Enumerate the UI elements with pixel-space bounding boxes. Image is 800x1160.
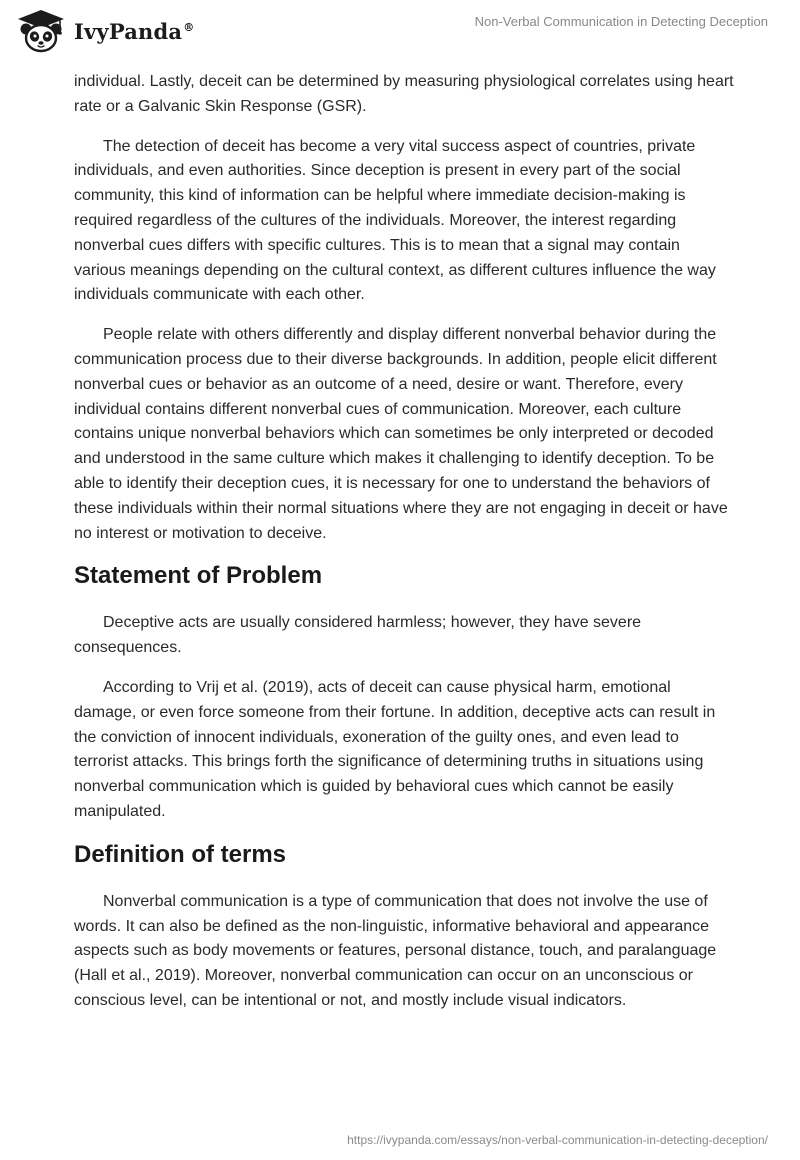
- section-heading-definition-of-terms: Definition of terms: [74, 840, 287, 868]
- document-title: Non-Verbal Communication in Detecting Deception: [474, 14, 768, 29]
- paragraph: According to Vrij et al. (2019), acts of deceit can cause physical harm, emotional damage, or even force someone from their fortune. In addition, deceptive acts can result in the conviction of innocent individuals, exoneration of the guilty ones, and even lead to terrorist attacks. This brings forth the significance of determining truths in situations using nonverbal communication which is guided by behavioral cues which cannot be easily manipulated.: [74, 678, 716, 820]
- panda-graduate-icon: [14, 8, 68, 54]
- source-url[interactable]: https://ivypanda.com/essays/non-verbal-communication-in-detecting-deception/: [347, 1133, 768, 1147]
- page-header: [0, 0, 800, 64]
- paragraph: Nonverbal communication is a type of communication that does not involve the use of words. It can also be defined as the non-linguistic, informative behavioral and appearance aspects such as body movements or features, personal distance, touch, and paralanguage (Hall et al., 2019). Moreover, nonverbal communication can occur on an unconscious or conscious level, can be intentional or not, and mostly include visual indicators.: [74, 892, 717, 1009]
- paragraph: People relate with others differently and display different nonverbal behavior during the communication process due to their diverse backgrounds. In addition, people elicit different nonverbal cues or behavior as an outcome of a need, desire or want. Therefore, every individual contains different nonverbal cues of communication. Moreover, each culture contains unique nonverbal behaviors which can sometimes be only interpreted or decoded and understood in the same culture which makes it challenging to identify deception. To be able to identify their deception cues, it is necessary for one to understand the behaviors of these individuals within their normal situations where they are not engaging in deceit or have no interest or motivation to deceive.: [74, 326, 728, 542]
- paragraph: individual. Lastly, deceit can be determined by measuring physiological correlates using heart rate or a Galvanic Skin Response (GSR).: [74, 73, 734, 115]
- brand-name: IvyPanda®: [74, 18, 195, 44]
- paragraph: Deceptive acts are usually considered harmless; however, they have severe consequences.: [74, 614, 642, 657]
- ivypanda-logo[interactable]: [14, 8, 194, 54]
- paragraph: The detection of deceit has become a very vital success aspect of countries, private individuals, and even authorities. Since deception is present in every part of the social community, this kind of information can be helpful where immediate decision-making is required regardless of the cultures of the individuals. Moreover, the interest regarding nonverbal cues differs with specific cultures. This is to mean that a signal may contain various meanings depending on the cultural context, as different cultures influence the way individuals communicate with each other.: [74, 137, 716, 304]
- essay-body: [74, 70, 734, 1029]
- section-heading-statement-of-problem: Statement of Problem: [74, 562, 323, 590]
